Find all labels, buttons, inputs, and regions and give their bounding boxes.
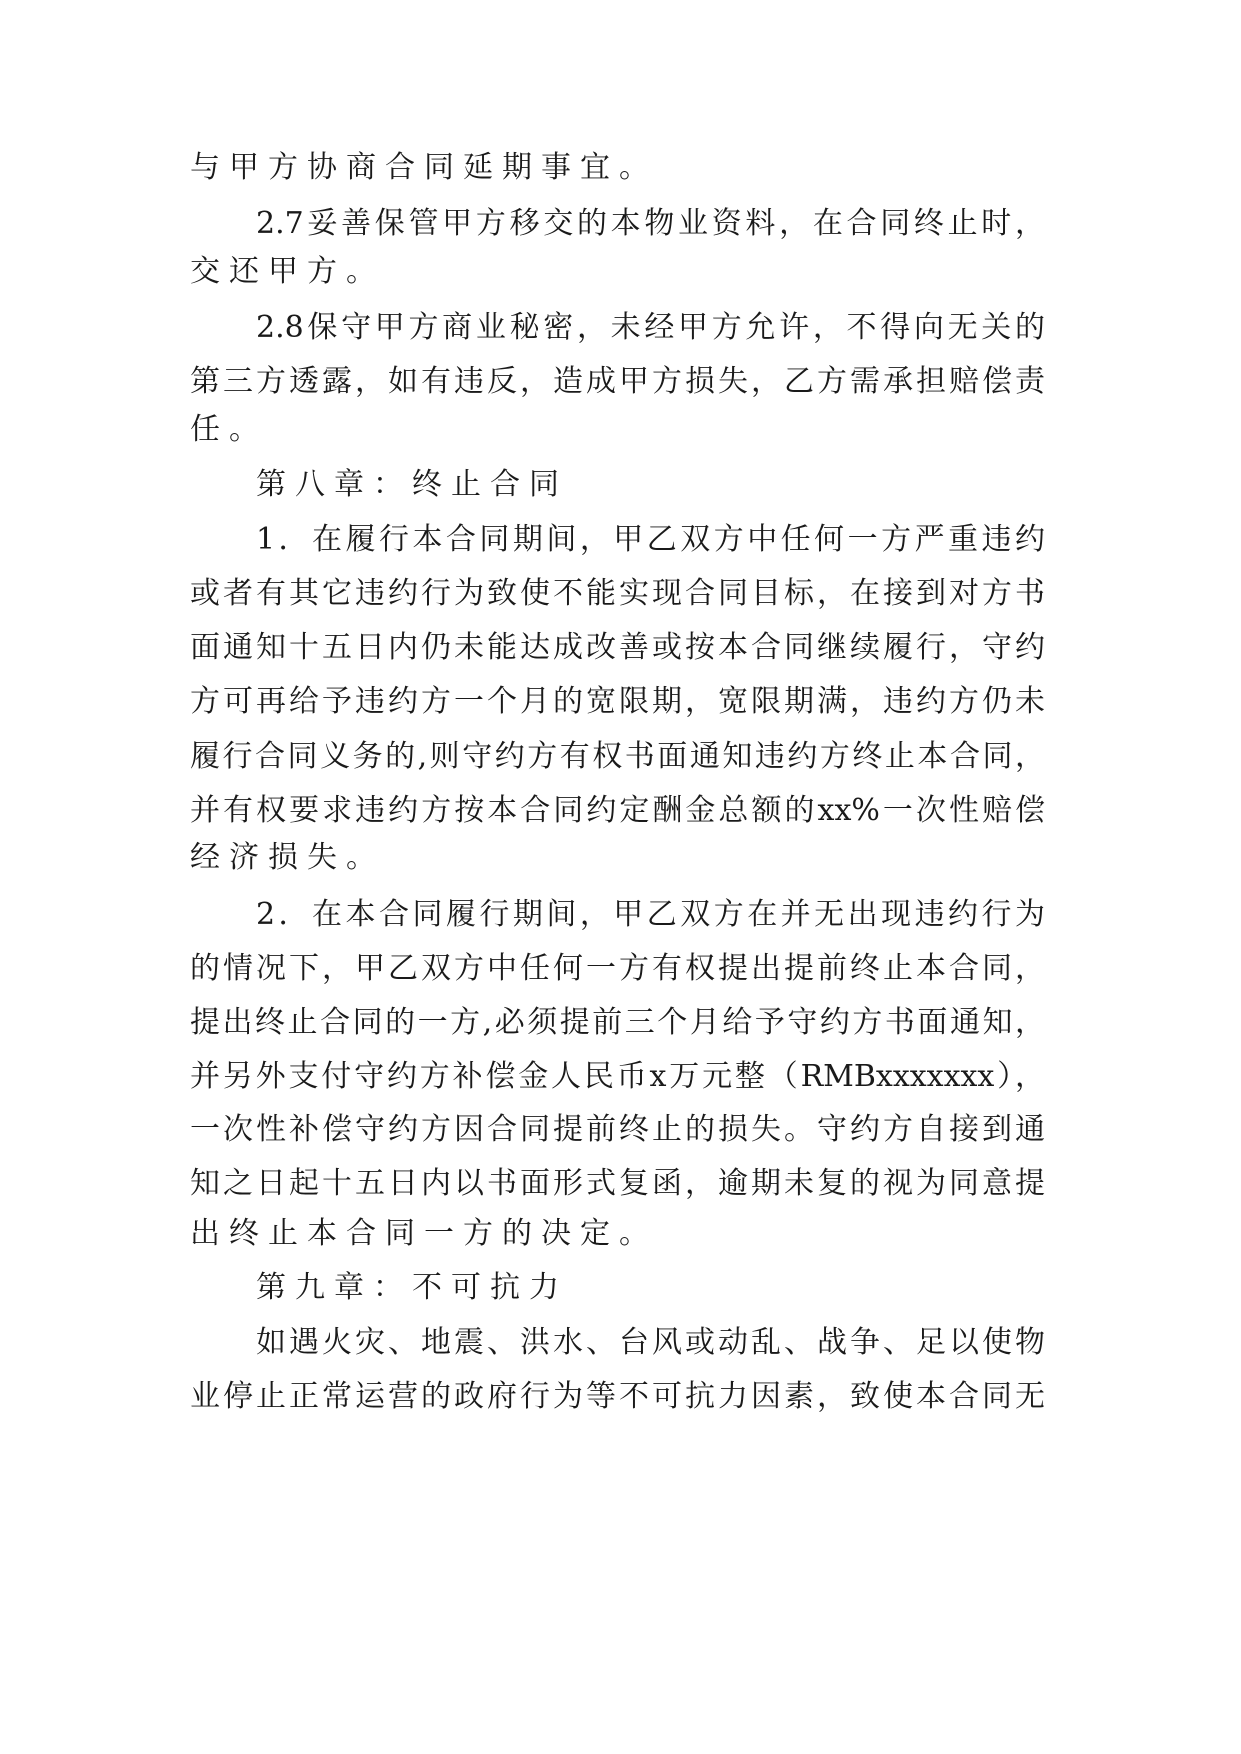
text-line: 如遇火灾、地震、洪水、台风或动乱、战争、足以使物 (256, 1325, 1045, 1360)
text-line: 提出终止合同的一方,必须提前三个月给予守约方书面通知， (190, 1005, 1045, 1040)
text-line: 2.8保守甲方商业秘密，未经甲方允许，不得向无关的 (256, 310, 1045, 345)
text-line: 并有权要求违约方按本合同约定酬金总额的xx%一次性赔偿 (190, 793, 1045, 828)
text-line: 交还甲方。 (190, 254, 385, 289)
text-line: 履行合同义务的,则守约方有权书面通知违约方终止本合同， (190, 739, 1045, 774)
text-line: 面通知十五日内仍未能达成改善或按本合同继续履行，守约 (190, 630, 1045, 665)
text-line: 出终止本合同一方的决定。 (190, 1216, 658, 1251)
text-line: 任。 (190, 412, 268, 447)
text-line: 经济损失。 (190, 840, 385, 875)
text-line: 一次性补偿守约方因合同提前终止的损失。守约方自接到通 (190, 1112, 1045, 1147)
section-heading: 第九章：不可抗力 (256, 1270, 568, 1305)
text-line: 业停止正常运营的政府行为等不可抗力因素，致使本合同无 (190, 1379, 1045, 1414)
text-line: 方可再给予违约方一个月的宽限期，宽限期满，违约方仍未 (190, 684, 1045, 719)
text-line: 与甲方协商合同延期事宜。 (190, 150, 658, 185)
text-line: 的情况下，甲乙双方中任何一方有权提出提前终止本合同， (190, 951, 1045, 986)
text-line: 知之日起十五日内以书面形式复函，逾期未复的视为同意提 (190, 1166, 1045, 1201)
section-heading: 第八章：终止合同 (256, 467, 568, 502)
text-line: 或者有其它违约行为致使不能实现合同目标，在接到对方书 (190, 576, 1045, 611)
text-line: 2.7妥善保管甲方移交的本物业资料，在合同终止时， (256, 206, 1045, 241)
text-line: 2．在本合同履行期间，甲乙双方在并无出现违约行为 (256, 897, 1045, 932)
text-line: 并另外支付守约方补偿金人民币x万元整（RMBxxxxxxx）， (190, 1059, 1045, 1094)
text-line: 1．在履行本合同期间，甲乙双方中任何一方严重违约 (256, 522, 1045, 557)
text-line: 第三方透露，如有违反，造成甲方损失，乙方需承担赔偿责 (190, 364, 1045, 399)
